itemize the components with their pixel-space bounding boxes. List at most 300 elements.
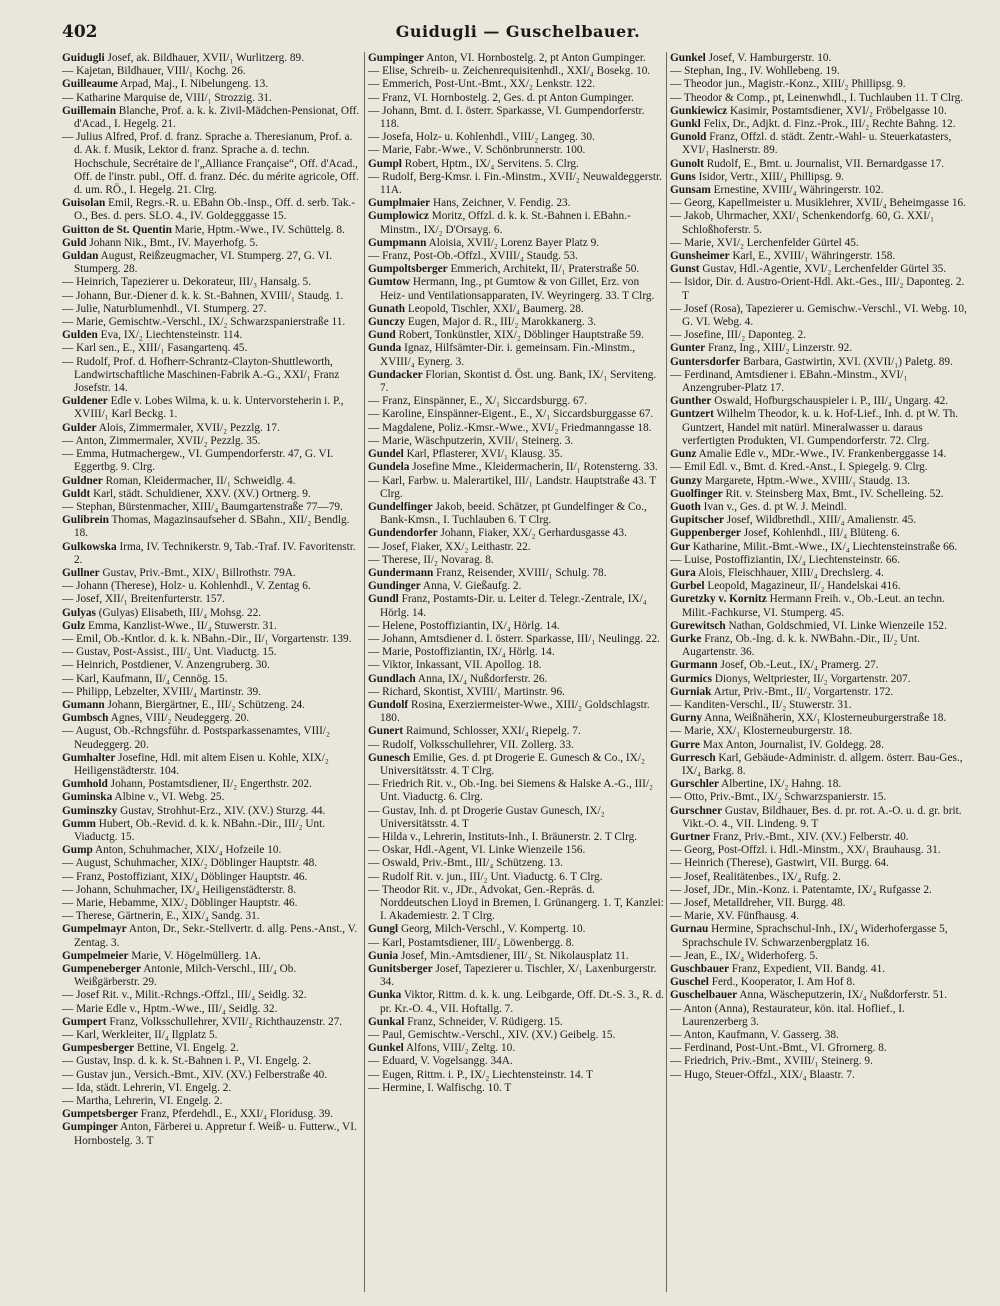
entry-details: — Karl, Postamtsdiener, III/₂ Löwenbergg. 8. [368,936,575,949]
entry-details: — Marie, XX/₁ Klosterneuburgerstr. 18. [670,725,853,738]
directory-entry [670,461,970,474]
entry-name: Gumtow [368,276,411,289]
entry-details: Emilie, Ges. d. pt Drogerie E. Gunesch & Co., IX/₂ Universitätsstr. 4. T Clrg. [380,751,645,777]
directory-entry [62,791,360,804]
entry-details: — Marie, XV. Fünfhausg. 4. [670,910,800,923]
entry-name: Gundlach [368,672,416,685]
directory-entry [670,184,970,197]
directory-entry [62,290,360,303]
directory-entry [62,725,360,751]
entry-details: Aloisia, XVII/₂ Lorenz Bayer Platz 9. [426,236,600,249]
directory-entry [670,303,970,329]
directory-entry [62,276,360,289]
entry-details: — Marie, Wäschputzerin, XVII/₁ Steinerg. 3. [368,434,574,447]
directory-entry [62,303,360,316]
directory-entry [368,554,664,567]
entry-details: Karl, städt. Schuldiener, XXV. (XV.) Ortnerg. 9. [90,487,311,500]
entry-details: Max Anton, Journalist, IV. Goldegg. 28. [699,738,884,751]
directory-entry [62,857,360,870]
entry-name: Guldener [62,395,108,408]
entry-details: — Oskar, Hdl.-Agent, VI. Linke Wienzeile 156. [368,844,586,857]
entry-details: Ivan v., Ges. d. pt W. J. Meindl. [700,500,847,513]
directory-entry [670,78,970,91]
entry-details: — August, Ob.-Rchngsführ. d. Postsparkassenamtes, VIII/₂ Neudeggerg. 20. [62,725,330,751]
directory-entry [670,752,970,778]
entry-details: — Ferdinand, Amtsdiener i. EBahn.-Minstm., XVI/₁ Anzengruber-Platz 17. [670,368,908,395]
directory-entry [62,620,360,633]
entry-details: Alois, Fleischhauer, XIII/₄ Drechslerg. 4. [695,566,884,579]
directory-entry [368,158,664,171]
directory-entry [670,210,970,236]
entry-details: August, Reißzeugmacher, VI. Stumperg. 27, G. VI. Stumperg. 28. [74,250,333,276]
entry-details: — Johann, Amtsdiener d. I. österr. Sparkasse, III/₁ Neulingg. 22. [368,632,660,645]
entry-details: Robert, Tonkünstler, XIX/₂ Döblinger Hauptstraße 59. [395,329,644,342]
directory-entry [670,844,970,857]
entry-name: Gurschner [670,804,723,817]
entry-details: — Julie, Naturblumenhdl., VI. Stumperg. 27. [62,302,267,315]
directory-entry [368,1055,664,1068]
entry-details: Josef, ak. Bildhauer, XVII/₁ Wurlitzerg. 89. [104,52,305,64]
directory-entry [368,408,664,421]
entry-details: — Josef, Fiaker, XX/₂ Leithastr. 22. [368,540,531,553]
directory-entry [368,527,664,540]
directory-entry [670,620,970,633]
entry-details: — Jean, E., IX/₄ Widerhoferg. 5. [670,949,819,962]
entry-details: Karl, Pflasterer, XVI/₁ Klausg. 35. [403,448,563,461]
entry-details: Anton, Färberei u. Appretur f. Weiß- u. Futterw., VI. Hornbostelg. 3. T [74,1121,357,1147]
entry-details: — Emil, Ob.-Kntlor. d. k. k. NBahn.-Dir., II/₁ Vorgartenstr. 139. [62,632,352,645]
entry-name: Guntzert [670,408,714,421]
directory-entry [670,92,970,105]
directory-entry [368,739,664,752]
entry-name: Gunolt [670,157,704,170]
entry-name: Gumpl [368,157,402,170]
entry-details: Franz, Pferdehdl., E., XXI/₄ Floridusg. 39. [137,1108,333,1121]
entry-name: Gumhalter [62,751,116,764]
entry-details: — Franz, Post-Ob.-Offzl., XVIII/₄ Staudg. 53. [368,250,578,263]
directory-entry [62,963,360,989]
entry-name: Gunkal [368,1015,405,1028]
entry-details: — Gustav jun., Versich.-Bmt., XIV. (XV.) Felberstraße 40. [62,1068,328,1081]
directory-entry [368,686,664,699]
entry-details: — Karl, Werkleiter, II/₄ Ilgplatz 5. [62,1029,218,1042]
page-header [62,22,974,48]
directory-entry [62,659,360,672]
directory-entry [62,712,360,725]
entry-details: Bettine, VI. Engelg. 2. [134,1042,239,1055]
directory-entry [670,408,970,448]
directory-entry [368,646,664,659]
entry-details: — Josef, JDr., Min.-Konz. i. Patentamte, IX/₄ Rufgasse 2. [670,883,932,896]
entry-name: Gupitscher [670,514,724,527]
directory-entry [670,1069,970,1082]
directory-entry [62,580,360,593]
entry-details: Eugen, Major d. R., III/₂ Marokkanerg. 3. [405,316,597,329]
directory-entry [368,448,664,461]
entry-details: — Emil Edl. v., Bmt. d. Kred.-Anst., I. Spiegelg. 9. Clrg. [670,461,928,474]
directory-entry [62,607,360,620]
directory-entry [670,475,970,488]
entry-name: Gumpeneberger [62,963,142,976]
directory-entry [368,276,664,302]
entry-details: Jakob, beeid. Schätzer, pt Gundelfinger & Co., Bank-Kmsn., I. Tuchlauben 6. T Clrg. [380,500,647,527]
entry-name: Guillemain [62,104,116,117]
entry-details: Emil, Regrs.-R. u. EBahn Ob.-Insp., Off. d. serb. Tak.-O., Bes. d. pers. SLO. 4., IV. Goldegggasse 15. [74,197,356,223]
directory-entry [670,118,970,131]
entry-details: Franz, Reisender, XVIII/₁ Schulg. 78. [433,566,607,579]
entry-name: Guldt [62,487,91,500]
entry-details: Anna, IX/₄ Nußdorferstr. 26. [415,672,548,685]
entry-name: Guilleaume [62,78,118,91]
entry-details: — Rudolf, Prof. d. Hofherr-Schrantz-Clayton-Shuttleworth, Landwirtschaftliche Maschinen-Fabrik A.-G., XXI/₁ Franz Josefstr. 14. [62,355,340,395]
entry-details: — Georg, Post-Offzl. i. Hdl.-Minstm., XX/₁ Brauhausg. 31. [670,844,941,857]
entry-name: Gunter [670,342,706,355]
directory-entry [670,673,970,686]
entry-details: Hubert, Ob.-Revid. d. k. k. NBahn.-Dir., III/₂ Unt. Viaductg. 15. [74,817,326,843]
entry-details: — Franz, Postoffiziant, XIX/₄ Döblinger Hauptstr. 46. [62,870,308,883]
entry-details: — Julius Alfred, Prof. d. franz. Sprache a. Theresianum, Prof. a. d. Ak. f. Musik, Lektor d. franz. Sprache a. d. techn. Hochschule, Secrétaire de l'„Alliance Française“, Off. d'Acad., Off. de l'instr. publ., Off. d. franz. Déc. du mérite agricole, Off. d. um. RÖ., I. Hegelg. 21. Clrg. [62,131,359,197]
entry-name: Guns [670,170,696,183]
directory-entry [62,633,360,646]
entry-details: — Theodor Rit. v., JDr., Advokat, Gen.-Repräs. d. Norddeutschen Lloyd in Bremen, I. Grünangerg. 1. T, Kanzlei: I. Akademiestr. 2. T Clrg. [368,883,664,923]
entry-name: Gurmann [670,659,718,672]
directory-entry [62,541,360,567]
directory-entry [670,857,970,870]
directory-entry [62,950,360,963]
entry-name: Guschbauer [670,963,730,976]
entry-details: — Stephan, Ing., IV. Wohllebeng. 19. [670,65,840,78]
entry-details: — Josef Rit. v., Milit.-Rchngs.-Offzl., III/₄ Seidlg. 32. [62,989,307,1002]
entry-details: Franz, Schneider, V. Rüdigerg. 15. [404,1015,563,1028]
directory-entry [62,52,360,65]
directory-entry [368,144,664,157]
directory-entry [368,950,664,963]
directory-entry [368,171,664,197]
entry-details: Franz, Ob.-Ing. d. k. k. NWBahn.-Dir., II/₂ Unt. Augartenstr. 36. [682,632,920,659]
directory-entry [62,752,360,778]
directory-entry [62,342,360,355]
entry-details: Anton, Dr., Sekr.-Stellvertr. d. allg. Pens.-Anst., V. Zentag. 3. [74,923,358,949]
directory-entry [62,92,360,105]
entry-details: Josef, Wildbrethdl., XIII/₄ Amalienstr. 45. [723,514,917,527]
entry-name: Gumpinger [368,52,424,64]
entry-details: Ignaz, Hilfsämter-Dir. i. gemeinsam. Fin.-Minstm., XVIII/₄ Eynerg. 3. [380,342,636,368]
directory-entry [368,923,664,936]
entry-details: — Marie, XVI/₂ Lerchenfelder Gürtel 45. [670,236,859,249]
entry-details: Marie, V. Högelmüllerg. 1A. [128,949,261,962]
entry-name: Gumpetsberger [62,1108,138,1121]
directory-entry [62,395,360,421]
directory-entry [368,435,664,448]
entry-name: Gundela [368,461,410,474]
directory-entry [62,897,360,910]
entry-name: Gump [62,844,93,857]
entry-details: Nathan, Goldschmied, VI. Linke Wienzeile 152. [725,619,947,632]
directory-entry [368,593,664,619]
page-number: 402 [62,22,98,42]
directory-entry [62,699,360,712]
directory-entry [62,488,360,501]
entry-details: — Hugo, Steuer-Offzl., XIX/₄ Blaastr. 7. [670,1068,855,1081]
directory-entry [368,250,664,263]
directory-entry [62,844,360,857]
entry-details: Leopold, Magazineur, II/₂ Handelskai 416. [704,580,901,593]
entry-name: Gundel [368,448,404,461]
directory-entry [670,897,970,910]
entry-details: Artur, Priv.-Bmt., II/₂ Vorgartenstr. 172. [711,685,894,698]
directory-entry [62,435,360,448]
directory-entry [670,910,970,923]
entry-name: Gundacker [368,368,423,381]
entry-name: Gundelfinger [368,500,433,513]
entry-details: — Josef, Realitätenbes., IX/₄ Rufg. 2. [670,870,841,883]
directory-entry [368,78,664,91]
entry-details: Felix, Dr., Adjkt. d. Finz.-Prok., III/₂ Rechte Bahng. 12. [700,118,956,131]
entry-details: — Karl sen., E., XIII/₁ Fasangartenq. 45. [62,342,248,355]
directory-entry [62,501,360,514]
entry-details: — Johann, Schuhmacher, IX/₄ Heiligenstädterstr. 8. [62,883,297,896]
directory-entry [368,937,664,950]
entry-name: Gunsheimer [670,250,730,263]
entry-name: Gunczy [368,316,406,329]
entry-details: — Therese, II/₂ Novarag. 8. [368,553,494,566]
entry-details: — Heinrich, Postdiener, V. Anzengruberg. 30. [62,659,270,672]
entry-name: Gurny [670,712,703,725]
entry-details: — Josefine, III/₂ Daponteg. 2. [670,329,807,342]
entry-details: — Hermine, I. Walfischg. 10. T [368,1081,512,1094]
entry-details: — Isidor, Dir. d. Austro-Orient-Hdl. Akt.-Ges., III/₂ Daponteg. 2. T [670,276,965,302]
directory-entry [368,422,664,435]
entry-details: Raimund, Schlosser, XXI/₄ Riepelg. 7. [403,725,581,738]
entry-details: Florian, Skontist d. Öst. ung. Bank, IX/₁ Serviteng. 7. [380,368,657,395]
directory-entry [368,342,664,368]
entry-name: Gunsam [670,184,711,197]
entry-details: Anton, Schuhmacher, XIX/₄ Hofzeile 10. [92,844,282,857]
entry-details: — Karl, Kaufmann, II/₄ Cennög. 15. [62,672,228,685]
directory-entry [368,52,664,65]
directory-entry [368,501,664,527]
directory-entry [670,105,970,118]
entry-details: — Josefa, Holz- u. Kohlenhdl., VIII/₂ Langeg. 30. [368,131,595,144]
entry-details: Anna, V. Gießaufg. 2. [420,580,522,593]
entry-name: Gunkiewicz [670,104,728,117]
directory-entry [62,871,360,884]
directory-entry [670,593,970,619]
entry-details: Gustav, Strohhut-Erz., XIV. (XV.) Sturzg. 44. [117,804,326,817]
directory-entry [368,673,664,686]
entry-details: — Rudolf Rit. v. jun., III/₂ Unt. Viaductg. 6. T Clrg. [368,870,603,883]
entry-details: Hermann, Ing., pt Gumtow & von Gillet, Erz. von Heiz- und Ventilationsapparaten, IV. Weyringerg. 33. T Clrg. [380,276,655,302]
entry-details: — Karoline, Einspänner-Eigent., E., X/₁ Siccardsburggasse 67. [368,408,654,421]
entry-details: Johann, Biergärtner, E., III/₂ Schützeng. 24. [104,698,305,711]
directory-entry [62,778,360,791]
directory-entry [670,580,970,593]
entry-name: Guschelbauer [670,989,738,1002]
directory-entry [62,1042,360,1055]
entry-details: Gustav, Bildhauer, Bes. d. pr. rot. A.-O. u. d. gr. brit. Vikt.-O. 4., VII. Lindeng. 9. T [682,804,962,830]
entry-name: Guschel [670,976,709,989]
directory-entry [368,778,664,804]
directory-entry [368,963,664,989]
entry-name: Guminszky [62,804,118,817]
entry-details: — Theodor jun., Magistr.-Konz., XIII/₂ Phillipsg. 9. [670,78,906,91]
entry-details: — Marie, Postoffiziantin, IX/₄ Hörlg. 14. [368,646,555,659]
entry-details: Emma, Kanzlist-Wwe., II/₄ Stuwerstr. 31. [85,619,277,632]
entry-details: — Ida, städt. Lehrerin, VI. Engelg. 2. [62,1081,232,1094]
entry-details: — Heinrich (Therese), Gastwirt, VII. Burgg. 64. [670,857,889,870]
directory-entry [670,171,970,184]
directory-entry [670,1055,970,1068]
entry-details: — Stephan, Bürstenmacher, XIII/₄ Baumgartenstraße 77—79. [62,500,343,513]
directory-entry [368,620,664,633]
directory-entry [670,871,970,884]
directory-entry [368,857,664,870]
entry-name: Gumpert [62,1015,107,1028]
entry-name: Gumbsch [62,712,109,725]
entry-details: Roman, Kleidermacher, II/₁ Schweidlg. 4. [102,474,296,487]
entry-details: Anton, VI. Hornbostelg. 2, pt Anton Gumpinger. [423,52,646,64]
directory-entry [670,554,970,567]
entry-details: — Rudolf, Volksschullehrer, VII. Zollerg. 33. [368,738,574,751]
entry-name: Gundl [368,593,399,606]
directory-entry [62,910,360,923]
entry-details: Anna, Wäscheputzerin, IX/₄ Nußdorferstr. 51. [737,989,948,1002]
entry-details: Karl, E., XVIII/₁ Währingerstr. 158. [729,250,896,263]
directory-entry [670,778,970,791]
directory-entry [670,541,970,554]
entry-name: Gunst [670,263,700,276]
entry-details: — Gustav, Post-Assist., III/₂ Unt. Viaductg. 15. [62,646,277,659]
entry-name: Gurresch [670,751,716,764]
entry-name: Guld [62,236,87,249]
directory-entry [368,303,664,316]
directory-entry [670,963,970,976]
entry-name: Guldan [62,250,99,263]
entry-details: — Martha, Lehrerin, VI. Engelg. 2. [62,1095,223,1108]
directory-entry [368,92,664,105]
entry-details: Franz, Volksschullehrer, XVII/₂ Richthauzenstr. 27. [106,1015,343,1028]
directory-entry [62,884,360,897]
directory-entry [670,158,970,171]
entry-name: Gumann [62,698,105,711]
entry-details: — Johann, Bmt. d. I. österr. Sparkasse, VI. Gumpendorferstr. 118. [368,104,645,131]
entry-name: Gunzy [670,474,703,487]
entry-details: — Josef, XII/₁ Breitenfurterstr. 157. [62,593,225,606]
directory-entry [62,646,360,659]
directory-entry [670,950,970,963]
entry-details: — Anton, Zimmermaler, XVII/₂ Pezzlg. 35. [62,434,261,447]
entry-details: — Franz, VI. Hornbostelg. 2, Ges. d. pt Anton Gumpinger. [368,91,634,104]
entry-details: — Theodor & Comp., pt, Leinenwhdl., I. Tuchlauben 11. T Clrg. [670,91,964,104]
directory-entry [62,1016,360,1029]
directory-column-2 [368,52,664,1297]
entry-details: Karl, Gebäude-Administr. d. allgem. österr. Bau-Ges., IX/₄ Barkg. 8. [682,751,963,777]
entry-details: — Otto, Priv.-Bmt., IX/₂ Schwarzspanierstr. 15. [670,791,887,804]
directory-entry [62,448,360,474]
entry-name: Gulyas [62,606,96,619]
entry-name: Gulkowska [62,540,117,553]
directory-entry [670,501,970,514]
entry-details: Barbara, Gastwirtin, XVI. (XVII/₁) Paletg. 89. [740,355,953,368]
directory-entry [670,725,970,738]
entry-details: Marie, Hptm.-Wwe., IV. Schüttelg. 8. [171,223,345,236]
directory-entry [670,739,970,752]
entry-name: Gurnau [670,923,709,936]
entry-name: Guminska [62,791,113,804]
entry-details: Georg, Milch-Verschl., V. Kompertg. 10. [398,923,586,936]
directory-entry [670,488,970,501]
entry-details: — Gustav, Insp. d. k. k. St.-Bahnen i. P., VI. Engelg. 2. [62,1055,312,1068]
entry-details: — Josef, Metalldreher, VII. Burgg. 48. [670,897,846,909]
entry-name: Gungl [368,923,399,936]
entry-details: — Marie, Fabr.-Wwe., V. Schönbrunnerstr. 100. [368,144,586,157]
entry-name: Gumplmaier [368,197,431,210]
directory-column-1 [62,52,360,1297]
directory-entry [62,514,360,540]
entry-name: Gumplowicz [368,210,429,223]
directory-entry [62,1108,360,1121]
entry-details: — Gustav, Inh. d. pt Drogerie Gustav Gunesch, IX/₂ Universitätsstr. 4. T [368,804,605,830]
directory-entry [670,989,970,1002]
entry-details: Antonie, Milch-Verschl., III/₄ Ob. Weißgärberstr. 29. [74,963,297,989]
directory-entry [368,989,664,1015]
directory-entry [62,923,360,949]
entry-name: Gumpinger [62,1121,118,1134]
directory-entry [368,475,664,501]
entry-details: — Anton (Anna), Restaurateur, kön. ital. Hoflief., I. Laurenzerberg 3. [670,1002,905,1028]
entry-name: Gurbel [670,580,705,593]
entry-details: Albertine, IX/₂ Hahng. 18. [718,778,842,791]
entry-name: Gunda [368,342,402,355]
entry-details: — Karl, Farbw. u. Malerartikel, III/₁ Landstr. Hauptstraße 43. T Clrg. [368,474,656,500]
directory-entry [670,395,970,408]
directory-entry [368,65,664,78]
directory-entry [62,356,360,396]
directory-entry [368,197,664,210]
entry-details: Gustav, Priv.-Bmt., XIX/₁ Billrothstr. 79A. [99,566,296,579]
entry-details: — Helene, Postoffiziantin, IX/₄ Hörlg. 14. [368,619,560,632]
entry-details: Hermine, Sprachschul-Inh., IX/₄ Widerhofergasse 5, Sprachschule IV. Schwarzenbergplatz 16. [682,923,948,949]
entry-name: Gurtner [670,830,711,843]
directory-entry [62,686,360,699]
directory-entry [670,699,970,712]
entry-details: Ferd., Kooperator, I. Am Hof 8. [708,976,855,989]
entry-details: Franz, Postamts-Dir. u. Leiter d. Telegr.-Zentrale, IX/₄ Hörlg. 14. [380,593,647,619]
directory-entry [670,712,970,725]
directory-entry [368,805,664,831]
entry-details: Josef, Min.-Amtsdiener, III/₂ St. Nikolausplatz 11. [398,949,629,962]
directory-entry [368,369,664,395]
directory-entry [62,65,360,78]
entry-name: Gurewitsch [670,619,726,632]
directory-entry [368,329,664,342]
directory-entry [368,884,664,924]
entry-details: Oswald, Hofburgschauspieler i. P., III/₄ Ungarg. 42. [711,395,949,408]
entry-details: — Luise, Postoffiziantin, IX/₄ Liechtensteinstr. 66. [670,553,900,566]
entry-name: Gunath [368,302,406,315]
entry-name: Gurmics [670,672,713,685]
entry-name: Gundolf [368,698,409,711]
entry-details: Blanche, Prof. a. k. k. Zivil-Mädchen-Pensionat, Off. d'Acad., I. Hegelg. 21. [74,104,360,131]
directory-entry [368,580,664,593]
directory-entry [670,237,970,250]
entry-details: Eva, IX/₂ Liechtensteinstr. 114. [97,329,243,342]
entry-details: Margarete, Hptm.-Wwe., XVIII/₁ Staudg. 13. [702,474,910,487]
directory-entry [62,1082,360,1095]
directory-entry [670,1003,970,1029]
entry-details: — Marie Edle v., Hptm.-Wwe., III/₄ Seidlg. 32. [62,1002,278,1015]
directory-entry [670,52,970,65]
